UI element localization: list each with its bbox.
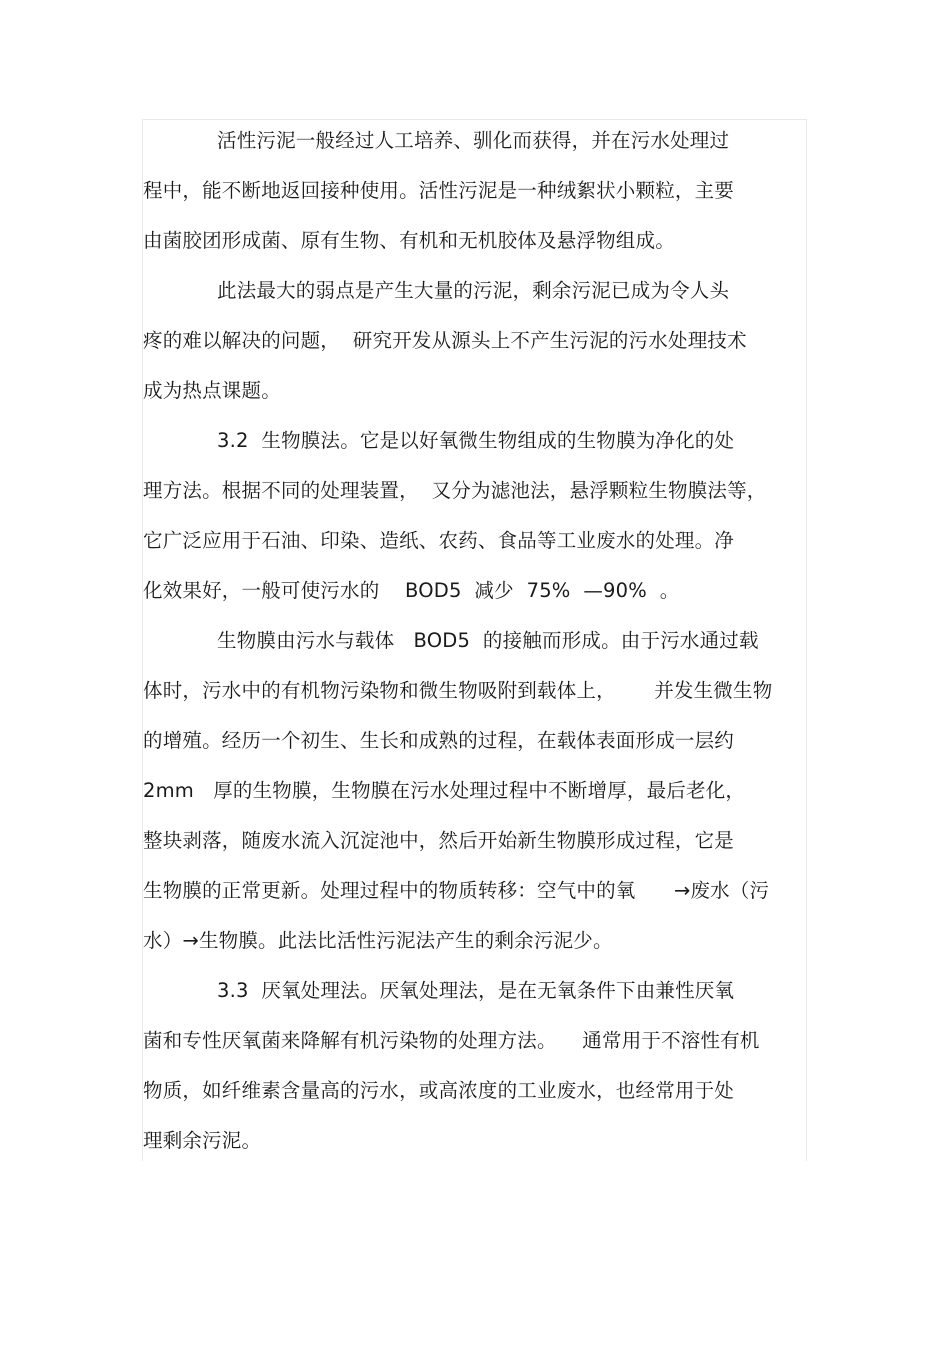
- paragraph-4-line-7: 水）→生物膜。此法比活性污泥法产生的剩余污泥少。: [143, 929, 613, 952]
- section-3-2-line-4: 化效果好，一般可使污水的 BOD5 减少 75% —90% 。: [143, 579, 680, 602]
- paragraph-2-line-2: 疼的难以解决的问题， 研究开发从源头上不产生污泥的污水处理技术: [143, 329, 747, 352]
- section-3-2-line-1: 3.2 生物膜法。它是以好氧微生物组成的生物膜为净化的处: [217, 429, 735, 452]
- paragraph-2-line-1: 此法最大的弱点是产生大量的污泥，剩余污泥已成为令人头: [217, 279, 730, 302]
- paragraph-4-line-6: 生物膜的正常更新。处理过程中的物质转移：空气中的氧 →废水（污: [143, 879, 770, 902]
- paragraph-4-line-3: 的增殖。经历一个初生、生长和成熟的过程，在载体表面形成一层约: [143, 729, 735, 752]
- section-3-3-line-1: 3.3 厌氧处理法。厌氧处理法，是在无氧条件下由兼性厌氧: [217, 979, 735, 1002]
- section-3-2-line-3: 它广泛应用于石油、印染、造纸、农药、食品等工业废水的处理。净: [143, 529, 735, 552]
- section-3-3-line-4: 理剩余污泥。: [143, 1129, 262, 1152]
- paragraph-1-line-2: 程中，能不断地返回接种使用。活性污泥是一种绒絮状小颗粒，主要: [143, 179, 735, 202]
- section-3-2-line-2: 理方法。根据不同的处理装置， 又分为滤池法，悬浮颗粒生物膜法等，: [143, 479, 767, 502]
- paragraph-4-line-1: 生物膜由污水与载体 BOD5 的接触而形成。由于污水通过载: [217, 629, 759, 652]
- paragraph-4-line-4: 2mm 厚的生物膜，生物膜在污水处理过程中不断增厚，最后老化，: [143, 779, 746, 802]
- paragraph-4-line-2: 体时，污水中的有机物污染物和微生物吸附到载体上， 并发生微生物: [143, 679, 773, 702]
- section-3-3-line-2: 菌和专性厌氧菌来降解有机污染物的处理方法。 通常用于不溶性有机: [143, 1029, 760, 1052]
- paragraph-1-line-1: 活性污泥一般经过人工培养、驯化而获得，并在污水处理过: [217, 129, 730, 152]
- paragraph-4-line-5: 整块剥落，随废水流入沉淀池中，然后开始新生物膜形成过程，它是: [143, 829, 735, 852]
- section-3-3-line-3: 物质，如纤维素含量高的污水，或高浓度的工业废水，也经常用于处: [143, 1079, 735, 1102]
- paragraph-2-line-3: 成为热点课题。: [143, 379, 281, 402]
- paragraph-1-line-3: 由菌胶团形成菌、原有生物、有机和无机胶体及悬浮物组成。: [143, 229, 675, 252]
